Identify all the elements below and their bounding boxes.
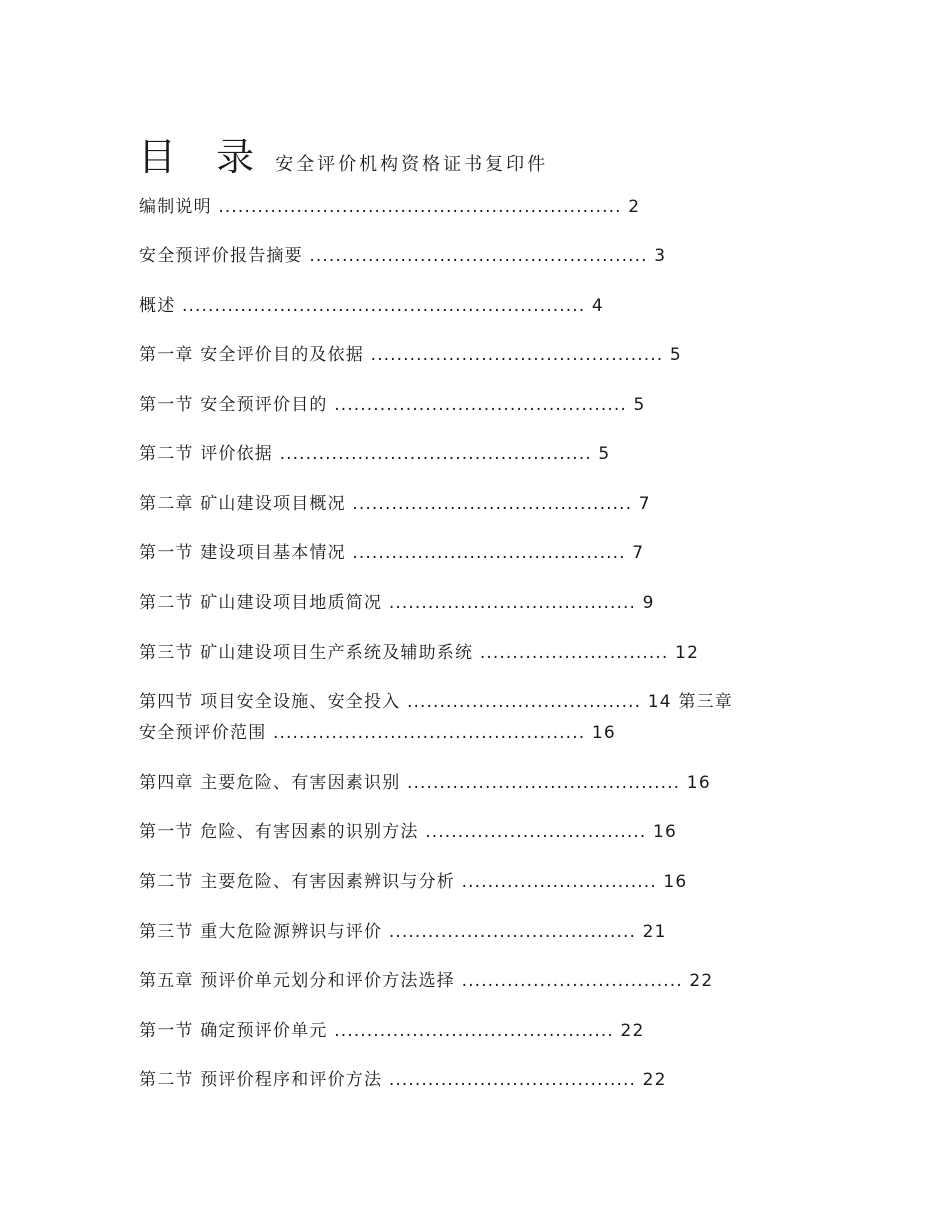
toc-entry-label: 第一节 危险、有害因素的识别方法 [139, 822, 419, 842]
toc-entry-label: 安全预评价报告摘要 [139, 246, 303, 266]
toc-entry-leader: ............................................. [370, 345, 664, 365]
toc-entry[interactable] [139, 543, 644, 563]
toc-entry-leader: .................................................... [309, 246, 648, 266]
toc-entry-leader: ...................................... [388, 593, 636, 613]
toc-entry-page: 3 [654, 246, 667, 266]
toc-entry-label: 第二节 预评价程序和评价方法 [139, 1070, 383, 1090]
toc-entry-label: 第一节 确定预评价单元 [139, 1021, 328, 1041]
toc-entry[interactable] [139, 246, 666, 266]
toc-entry[interactable] [139, 197, 640, 217]
toc-entry[interactable] [139, 345, 682, 365]
toc-title: 目 录 [138, 135, 269, 179]
toc-heading [138, 126, 549, 179]
toc-entry-leader: .............................................................. [182, 296, 586, 316]
toc-entry[interactable] [139, 494, 651, 514]
toc-entry-page: 22 [689, 971, 714, 991]
toc-entry-leader: ............................. [479, 643, 669, 663]
toc-entry-label: 第二节 评价依据 [139, 444, 274, 464]
toc-entry[interactable] [139, 296, 604, 316]
toc-entry-page: 21 [642, 922, 667, 942]
toc-entry[interactable] [139, 822, 677, 842]
toc-entry[interactable] [139, 971, 713, 991]
toc-entry-label: 第三节 重大危险源辨识与评价 [139, 922, 383, 942]
toc-entry[interactable] [139, 773, 711, 793]
toc-entry-leader: .......................................... [407, 773, 681, 793]
toc-entry-page: 4 [591, 296, 604, 316]
toc-entry-label: 安全预评价范围 [139, 723, 267, 743]
toc-entry-leader: ...................................... [388, 922, 636, 942]
toc-entry-leader: ........................................... [352, 494, 633, 514]
toc-entry-page: 16 [652, 822, 678, 842]
toc-entry-label: 编制说明 [139, 197, 212, 217]
toc-entry-label: 第一节 安全预评价目的 [139, 395, 328, 415]
toc-entry-page: 16 [591, 723, 616, 743]
toc-entry-leader: ............................................. [334, 395, 627, 415]
toc-entry[interactable] [139, 922, 667, 942]
toc-entry-page: 2 [628, 197, 641, 217]
toc-entry-leader: ................................................ [273, 723, 586, 743]
toc-entry-leader: .......................................... [352, 543, 626, 563]
toc-entry[interactable] [139, 643, 699, 663]
toc-entry-label: 概述 [139, 296, 176, 316]
toc-entry-label: 第五章 预评价单元划分和评价方法选择 [139, 971, 456, 991]
toc-entry-page: 14 第三章 [647, 692, 734, 712]
toc-entry-leader: .................................... [407, 692, 642, 712]
toc-entry[interactable] [139, 872, 687, 892]
toc-entry-leader: .............................. [461, 872, 657, 892]
toc-entry-label: 第二节 矿山建设项目地质简况 [139, 593, 383, 613]
toc-entry[interactable] [139, 395, 646, 415]
toc-entry-page: 9 [642, 593, 655, 613]
toc-entry[interactable] [139, 723, 616, 743]
toc-entry-leader: ................................................ [279, 444, 592, 464]
toc-subtitle: 安全评价机构资格证书复印件 [275, 154, 549, 175]
toc-entry-leader: .............................................................. [218, 197, 622, 217]
toc-entry-page: 7 [632, 543, 645, 563]
toc-entry-page: 5 [633, 395, 646, 415]
toc-entry-label: 第二章 矿山建设项目概况 [139, 494, 346, 514]
toc-entry-label: 第二节 主要危险、有害因素辨识与分析 [139, 872, 456, 892]
toc-entry[interactable] [139, 692, 733, 712]
toc-entry[interactable] [139, 593, 655, 613]
toc-entry-label: 第四节 项目安全设施、安全投入 [139, 692, 401, 712]
toc-entry-label: 第一节 建设项目基本情况 [139, 543, 346, 563]
toc-entry-leader: .................................. [461, 971, 683, 991]
toc-entry-page: 22 [642, 1070, 667, 1090]
toc-entry-leader: .................................. [425, 822, 647, 842]
toc-entry-page: 16 [663, 872, 688, 892]
toc-entry-page: 5 [598, 444, 611, 464]
toc-entry-leader: ........................................... [334, 1021, 614, 1041]
toc-entry-page: 22 [620, 1021, 645, 1041]
toc-entry-page: 7 [638, 494, 651, 514]
toc-entry-label: 第四章 主要危险、有害因素识别 [139, 773, 401, 793]
toc-entry-label: 第一章 安全评价目的及依据 [139, 345, 365, 365]
toc-entry[interactable] [139, 1070, 667, 1090]
toc-entry[interactable] [139, 444, 610, 464]
toc-entry-page: 12 [675, 643, 700, 663]
toc-entry-page: 5 [669, 345, 682, 365]
toc-entry[interactable] [139, 1021, 645, 1041]
toc-entry-page: 16 [686, 773, 711, 793]
toc-entry-leader: ...................................... [388, 1070, 636, 1090]
toc-entry-label: 第三节 矿山建设项目生产系统及辅助系统 [139, 643, 474, 663]
